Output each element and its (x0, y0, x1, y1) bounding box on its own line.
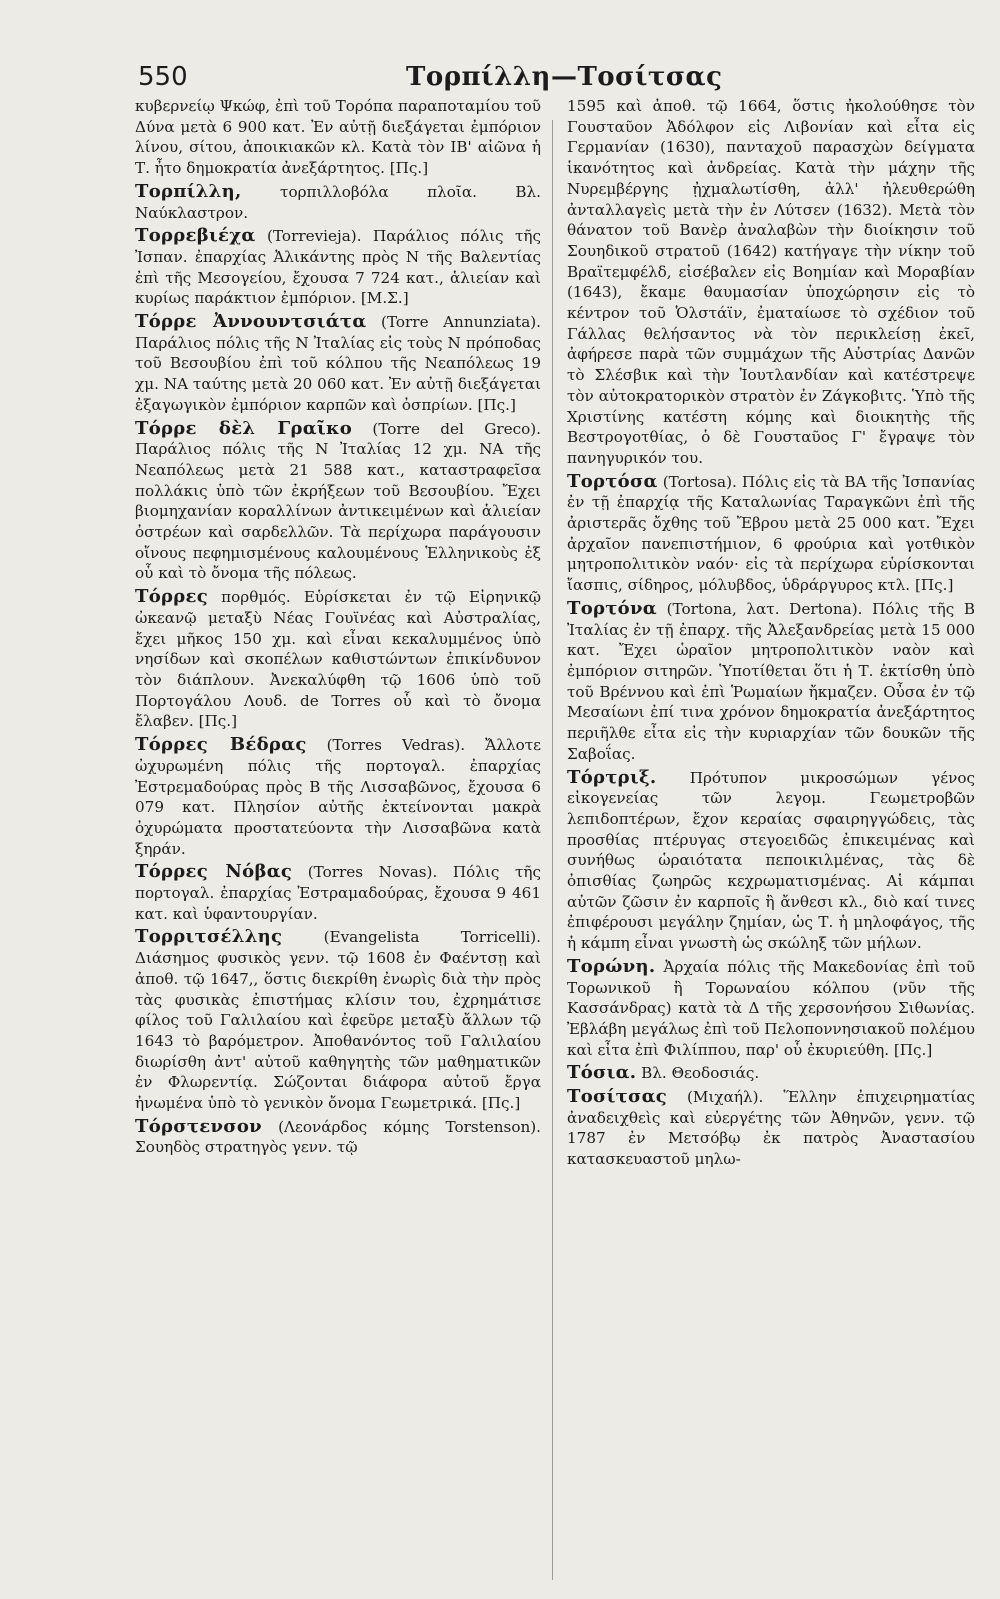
entry-text: 1595 καὶ ἀποθ. τῷ 1664, ὅστις ἠκολούθησε τὸν Γουσταῦον Ἀδόλφον εἰς Λιβονίαν καὶ εἶτα εἰς Γερμανίαν (1630), πανταχοῦ παρασχὼν δείγματα ἱκανότητος καὶ ἀνδρείας. Κατὰ τὴν μάχην τῆς Νυρεμβέργης ᾐχμαλωτίσθη, ἀλλ' ἠλευθερώθη ἀνταλλαγεὶς μετὰ τὴν ἐν Λύτσεν (1632). Μετὰ τὸν θάνατον τοῦ Βανὲρ ἀναλαβὼν τὴν διοίκησιν τοῦ Σουηδικοῦ στρατοῦ (1642) κατήγαγε τὴν νίκην τοῦ Βραϊτεμφέλδ, εἰσέβαλεν εἰς Βοημίαν καὶ Μοραβίαν (1643), ἔκαμε θαυμασίαν ὑποχώρησιν εἰς τὸ κέντρον τοῦ Ὁλστάϊν, ἐματαίωσε τὸ σχέδιον τοῦ Γάλλας θελήσαντος νὰ τὸν περικλείσῃ ἐκεῖ, ἀφήρεσε παρὰ τῶν συμμάχων τῆς Αὐστρίας Δανῶν τὸ Σλέσβικ καὶ τὴν Ἰουτλανδίαν καὶ κατέστρεψε τὸν αὐτοκρατορικὸν στρατὸν ἐν Ζάγκοβιτς. Ὑπὸ τῆς Χριστίνης κατέστη κόμης καὶ διοικητὴς τῆς Βεστρογοτθίας, ὁ δὲ Γουσταῦος Γ' ἔγραψε τὸν πανηγυρικόν του. (567, 97, 975, 467)
running-head: Τορπίλλη—Τοσίτσας (406, 62, 723, 92)
entry-text: Ἀρχαία πόλις τῆς Μακεδονίας ἐπὶ τοῦ Τορωνικοῦ ἢ Τορωναίου κόλπου (νῦν τῆς Κασσάνδρας) κατὰ τὰ Δ τῆς χερσονήσου Σιθωνίας. Ἐβλάβη μεγάλως ἐπὶ τοῦ Πελοποννησιακοῦ πολέμου καὶ εἶτα ἐπὶ Φιλίππου, παρ' οὗ ἐκυριεύθη. [Πς.] (567, 957, 975, 1059)
entry-headword: Τορτόνα (567, 597, 657, 619)
entry-headword: Τορώνη. (567, 955, 656, 977)
entry-headword: Τόρρε Ἀννουντσιάτα (135, 311, 367, 333)
entry-text: (Tortosa). Πόλις εἰς τὰ ΒΑ τῆς Ἰσπανίας ἐν τῇ ἐπαρχίᾳ τῆς Καταλωνίας Ταραγκῶνι ἐπὶ τῆς ἀριστερᾶς ὄχθης τοῦ Ἔβρου μετὰ 25 000 κατ. Ἔχει ἀρχαῖον πανεπιστήμιον, 6 φρούρια καὶ γοτθικὸν μητροπολιτικὸν ναόν· εἰς τὰ περίχωρα εὑρίσκονται ἴασπις, σίδηρος, μόλυβδος, ὑδράργυρος κτλ. [Πς.] (567, 472, 975, 595)
entry-text: (Evangelista Torricelli). Διάσημος φυσικὸς γενν. τῷ 1608 ἐν Φαέντσῃ καὶ ἀποθ. τῷ 1647,, ὅστις διεκρίθη ἐνωρὶς διὰ τὴν πρὸς τὰς φυσικὰς ἐπιστήμας κλίσιν του, ἐχρημάτισε φίλος τοῦ Γαλιλαίου καὶ ἐφεῦρε μεταξὺ ἄλλων τῷ 1643 τὸ βαρόμετρον. Ἀποθανόντος τοῦ Γαλιλαίου διωρίσθη ἀντ' αὐτοῦ καθηγητὴς τῶν μαθηματικῶν ἐν Φλωρεντίᾳ. Σώζονται διάφορα αὐτοῦ ἔργα ἠνωμένα ὑπὸ τὸ γενικὸν ὄνομα Γεωμετρικά. [Πς.] (135, 928, 541, 1113)
entry-text: (Torre Annunziata). Παράλιος πόλις τῆς Ν Ἰταλίας εἰς τοὺς Ν πρόποδας τοῦ Βεσουβίου ἐπὶ τοῦ κόλπου τῆς Νεαπόλεως 19 χμ. ΝΑ ταύτης μετὰ 20 060 κατ. Ἐν αὐτῇ διεξάγεται ἐξαγωγικὸν ἐμπόριον καρπῶν καὶ ὀσπρίων. [Πς.] (135, 313, 541, 414)
entry-text: (Μιχαήλ). Ἕλλην ἐπιχειρηματίας ἀναδειχθεὶς καὶ εὐεργέτης τῶν Ἀθηνῶν, γενν. τῷ 1787 ἐν Μετσόβῳ ἐκ πατρὸς Ἀναστασίου κατασκευαστοῦ μηλω- (567, 1088, 975, 1169)
dictionary-entry (135, 419, 541, 585)
entry-text: πορθμός. Εὑρίσκεται ἐν τῷ Εἰρηνικῷ ὠκεανῷ μεταξὺ Νέας Γουϊνέας καὶ Αὐστραλίας, ἔχει μῆκος 150 χμ. καὶ εἶναι κεκαλυμμένος ὑπὸ νησίδων καὶ σκοπέλων καθιστώντων ἐπικίνδυνον τὸν διάπλουν. Ἀνεκαλύφθη τῷ 1606 ὑπὸ τοῦ Πορτογάλου Λουδ. de Torres οὗ καὶ τὸ ὄνομα ἔλαβεν. [Πς.] (135, 588, 541, 731)
column-divider (552, 120, 553, 1580)
entry-text: (Tortona, λατ. Dertona). Πόλις τῆς Β Ἰταλίας ἐν τῇ ἐπαρχ. τῆς Ἀλεξανδρείας μετὰ 15 000 κατ. Ἔχει ὡραῖον μητροπολιτικὸν ναὸν καὶ ἐμπόριον σιτηρῶν. Ὑποτίθεται ὅτι ἡ Τ. ἐκτίσθη ὑπὸ τοῦ Βρέννου καὶ ἐπὶ Ῥωμαίων ἤκμαζεν. Οὖσα ἐν τῷ Μεσαίωνι ἐπί τινα χρόνον δημοκρατία ἀνεξάρτητος περιῆλθε εἶτα εἰς τὴν κυριαρχίαν τῶν δουκῶν τῆς Σαβοΐας. (567, 599, 975, 763)
entry-headword: Τόρρε δὲλ Γραῖκο (135, 417, 353, 439)
entry-text: τορπιλλοβόλα πλοῖα. Βλ. Ναύκλαστρον. (135, 182, 541, 222)
dictionary-entry (135, 182, 541, 223)
dictionary-entry (135, 735, 541, 859)
dictionary-entry (135, 312, 541, 416)
entry-headword: Τόρρες Βέδρας (135, 734, 307, 756)
dictionary-entry (567, 599, 975, 765)
dictionary-entry (135, 587, 541, 732)
page-header (138, 52, 883, 92)
right-column (567, 96, 975, 1586)
entry-text: (Torres Novas). Πόλις τῆς πορτογαλ. ἐπαρχίας Ἐστραμαδούρας, ἔχουσα 9 461 κατ. καὶ ὑφαντουργίαν. (135, 863, 541, 923)
entry-headword: Τορρεβιέχα (135, 225, 256, 247)
page-number: 550 (138, 62, 188, 92)
entry-headword: Τορπίλλη, (135, 180, 242, 202)
entry-headword: Τόρτριξ. (567, 766, 657, 788)
entry-headword: Τορτόσα (567, 470, 658, 492)
entry-headword: Τόρστενσον (135, 1115, 262, 1137)
entry-text: Βλ. Θεοδοσιάς. (641, 1064, 760, 1083)
entry-text: (Torres Vedras). Ἄλλοτε ὠχυρωμένη πόλις τῆς πορτογαλ. ἐπαρχίας Ἐστρεμαδούρας πρὸς Β τῆς Λισσαβῶνος, ἔχουσα 6 079 κατ. Πλησίον αὐτῆς ἐκτείνονται μακρὰ ὀχυρώματα προστατεύοντα τὴν Λισσαβῶνα κατὰ ξηράν. (135, 736, 541, 858)
entry-headword: Τόσια. (567, 1062, 637, 1084)
entry-text: Πρότυπον μικροσώμων γένος εἰκογενείας τῶν λεγομ. Γεωμετροβῶν λεπιδοπτέρων, ἔχον κεραίας σφαιρηγγώδεις, τὰς προσθίας πτέρυγας στεγοειδῶς ἐπικειμένας καὶ συνήθως ὡραιότατα πεποικιλμένας, τὰς δὲ ὀπισθίας ζωηρῶς κεχρωματισμένας. Αἱ κάμπαι αὐτῶν ζῶσιν ἐν καρποῖς ἢ ἄνθεσι κλ., διὸ καί τινες ἐπιφέρουσι μεγάλην ζημίαν, ὡς Τ. ἡ μηλοφάγος, τῆς ἡ κάμπη εἶναι γνωστὴ ὡς σκώληξ τῶν μήλων. (567, 768, 975, 953)
dictionary-entry (135, 862, 541, 924)
entry-text: κυβερνείῳ Ψκώφ, ἐπὶ τοῦ Τορόπα παραποταμίου τοῦ Δύνα μετὰ 6 900 κατ. Ἐν αὐτῇ διεξάγεται ἐμπόριον λίνου, σίτου, ἀποικιακῶν κλ. Κατὰ τὸν ΙΒ' αἰῶνα ἡ Τ. ἦτο δημοκρατία ἀνεξάρτητος. [Πς.] (135, 97, 541, 178)
dictionary-entry (567, 472, 975, 596)
dictionary-entry (567, 957, 975, 1061)
dictionary-entry (135, 1117, 541, 1158)
dictionary-entry (135, 96, 541, 179)
dictionary-entry (567, 1063, 975, 1084)
entry-text: (Torrevieja). Παράλιος πόλις τῆς Ἰσπαν. ἐπαρχίας Ἀλικάντης πρὸς Ν τῆς Βαλεντίας ἐπὶ τῆς Μεσογείου, ἔχουσα 7 724 κατ., ἁλιείαν καὶ κυρίως παράκτιον ἐμπόριον. [Μ.Σ.] (135, 227, 541, 308)
entry-text: (Λεονάρδος κόμης Torstenson). Σουηδὸς στρατηγὸς γενν. τῷ (135, 1117, 541, 1157)
dictionary-entry (567, 96, 975, 469)
dictionary-entry (567, 768, 975, 954)
entry-headword: Τόρρες (135, 586, 209, 608)
entry-headword: Τοσίτσας (567, 1086, 667, 1108)
dictionary-entry (135, 226, 541, 309)
dictionary-entry (567, 1087, 975, 1170)
entry-headword: Τορριτσέλλης (135, 926, 283, 948)
left-column (135, 96, 541, 1586)
entry-text: (Torre del Greco). Παράλιος πόλις τῆς Ν Ἰταλίας 12 χμ. ΝΑ τῆς Νεαπόλεως μετὰ 21 588 κατ., καταστραφεῖσα πολλάκις ὑπὸ τῶν ἐκρήξεων τοῦ Βεσουβίου. Ἔχει βιομηχανίαν κοραλλίνων ἀντικειμένων καὶ ἁλιείαν ὀστρέων καὶ σαρδελλῶν. Τὰ περίχωρα παράγουσιν οἴνους πεφημισμένους καλουμένους Ἑλληνικοὺς ἐξ οὗ καὶ τὸ ὄνομα τῆς πόλεως. (135, 419, 541, 583)
dictionary-entry (135, 927, 541, 1113)
entry-headword: Τόρρες Νόβας (135, 861, 293, 883)
